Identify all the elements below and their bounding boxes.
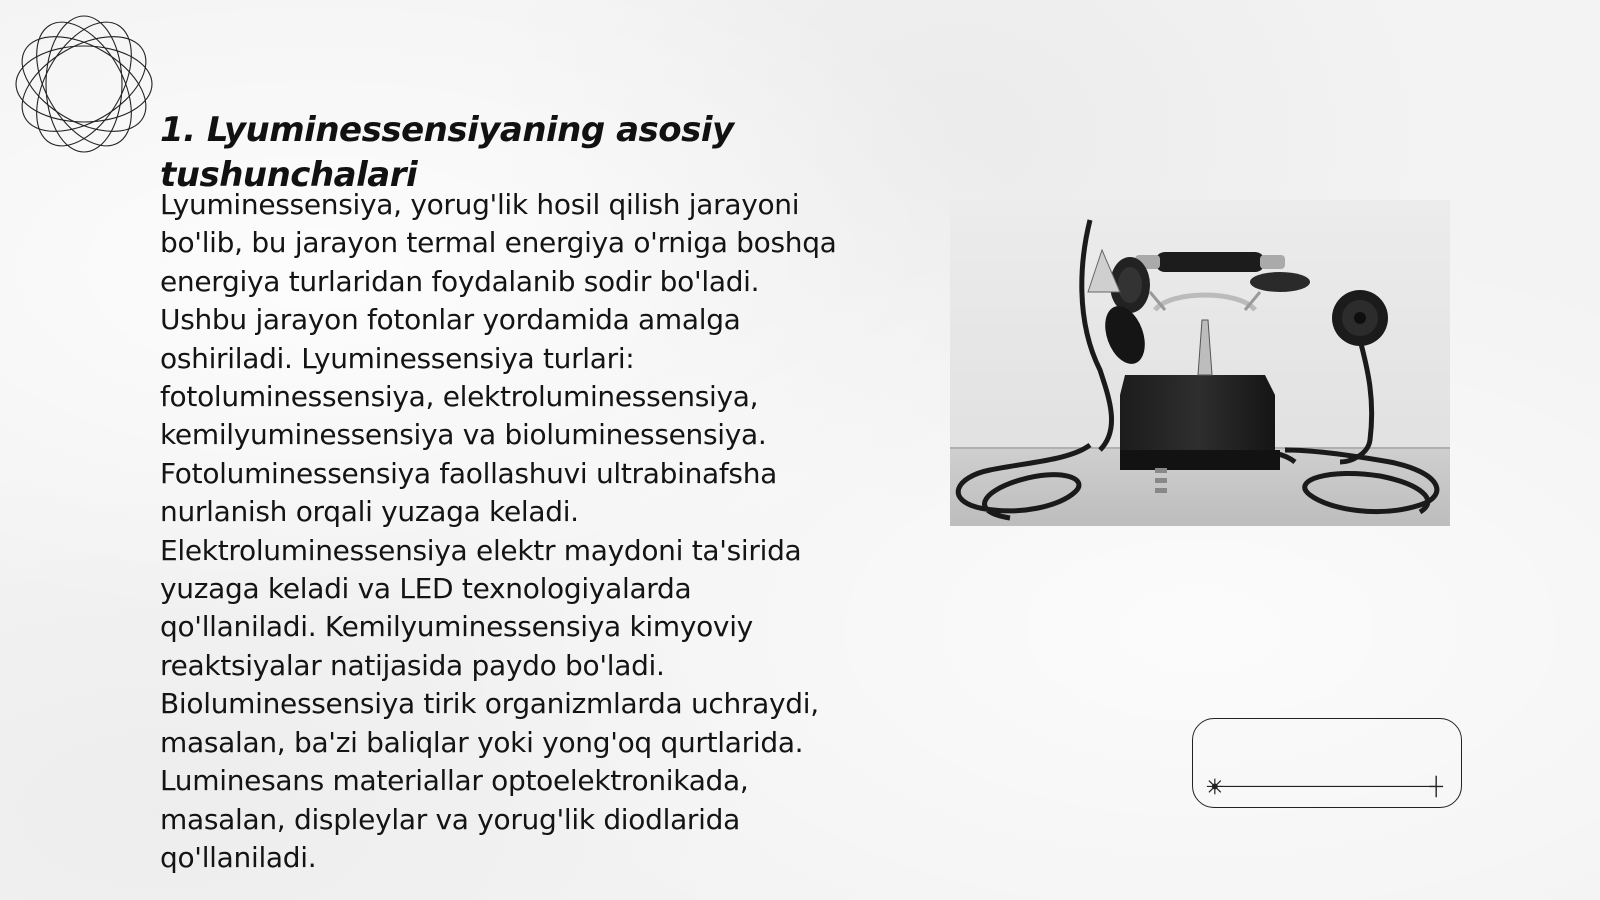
antique-telephone-photo — [950, 200, 1450, 526]
star-line-icon — [1193, 719, 1461, 807]
slide-title: 1. Lyuminessensiyaning asosiy tushunchalari — [160, 110, 734, 195]
interlaced-circles-icon — [10, 10, 158, 158]
decorative-line-box — [1192, 718, 1462, 808]
body-text: Lyuminessensiya, yorug'lik hosil qilish jarayoni bo'lib, bu jarayon termal energiya o'rniga boshqa energiya turlaridan foydalanib sodir bo'ladi. Ushbu jarayon fotonlar yordamida amalga oshiriladi. Lyuminessensiya turlari: fotoluminessensiya, elektroluminessensiya, kemilyuminessensiya va bioluminessensiya. Fotoluminessensiya faollashuvi ultrabinafsha nurlanish orqali yuzaga keladi. Elektroluminessensiya elektr maydoni ta'sirida yuzaga keladi va LED texnologiyalarda qo'llaniladi. Kemilyuminessensiya kimyoviy reaktsiyalar natijasida paydo bo'ladi. Bioluminessensiya tirik organizmlarda uchraydi, masalan, ba'zi baliqlar yoki yong'oq qurtlarida. Luminesans materiallar optoelektronikada, masalan, displeylar va yorug'lik diodlarida qo'llaniladi. — [160, 188, 837, 874]
